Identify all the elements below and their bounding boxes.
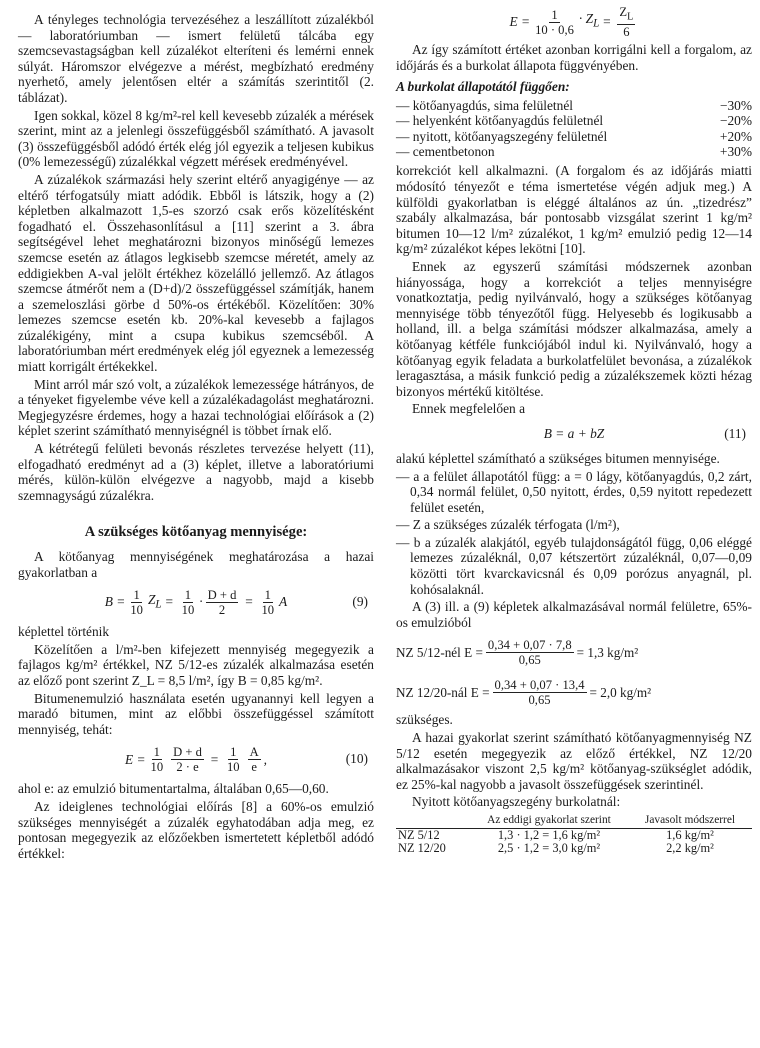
calculation-nz-5-12: NZ 5/12-nél E = $\frac{0,34 + 0,07 \cdot 7,8}{0,65}$ = 1,3 kg/m² [396,637,639,667]
list-item: — cementbetonon +30% [396,144,752,159]
paragraph: Az ideiglenes technológiai előírás [8] a 60%-os emulzió szükséges mennyiségét a zúzalék egyhatodában adja meg, ez pontosan megegyezik az előzőekben ismertetett képletből adódó értékkel: [18,798,374,861]
paragraph: A (3) ill. a (9) képletek alkalmazásával normál felületre, 65%-os emulzióból [396,599,752,630]
paragraph: képlettel történik [18,624,110,640]
equation-11: B = a + bZ (11) [543,425,746,442]
paragraph: Nyitott kötőanyagszegény burkolatnál: [412,794,621,810]
paragraph: Ennek megfelelően a [412,401,526,417]
paragraph: Bitumenemulzió használata esetén ugyanannyi kell legyen a maradó bitumen, mint az előbbi összefüggéssel számított mennyiség, tehát: [18,690,374,737]
list-item: — kötőanyagdús, sima felületnél −30% [396,97,752,113]
list-item: — nyitott, kötőanyagszegény felületnél +20% [396,128,752,144]
paragraph: A zúzalékok származási hely szerint eltérő anyagigénye — az eltérő térfogatsúly miatt adódik. Ebből is látszik, hogy a (2) képletben alkalmazott 1,5-es szorzó csak erős közelítésként fogadható el. Összehasonlításul a [11] szerint a 3. ábra segítségével lehet meghatározni bizonyos minőségű lemezes szemcse esetén az átlagos legkisebb szemcse méretét, amely az eddigiekben A-val jelölt értékhez közelálló jellemző. Az átlagos szemcse átmérőt nem a (D+d)/2 összefüggéssel számítják, hanem a szemeloszlási görbe d 50%-os értékéből. Közelítően: 30% lemezes szemcse esetén kb. 20%-kal kevesebb a fajlagos zúzalékigény, mint a csupa kubikus szemcséből. A laboratóriumban mért eredmények elég jól egyeznek a lemezesség miatt korrigált értékekkel. [18,171,374,375]
equation-9: B = $\frac{1}{10}$ $Z_L$ = $\frac{1}{10}$ · $\frac{D + d}{2}$ = $\frac{1}{10}$ A (9) [104,587,368,617]
equation-number: (10) [345,751,368,767]
paragraph: Közelítően a l/m²-ben kifejezett mennyiség megegyezik a fajlagos kg/m² értékkel, NZ 5/12-es zúzalék alkalmazása esetén az előző pont szerint Z_L = 8,5 l/m², így B = 0,85 kg/m². [18,641,374,688]
equation-number: (11) [724,425,746,441]
list-item: — Z a szükséges zúzalék térfogata (l/m²), [396,517,620,533]
paragraph: A hazai gyakorlat szerint számítható kötőanyagmennyiség NZ 5/12 esetén megegyezik az előző értékkel, NZ 12/20 alkalmazásakor viszont 2,5 kg/m² kötőanyag-szükséglet adódik, ez 25%-kal nagyobb a javasolt összefüggések szerintinél. [396,730,752,792]
paragraph: alakú képlettel számítható a szükséges bitumen mennyisége. [396,450,720,466]
paragraph: A kötőanyag mennyiségének meghatározása a hazai gyakorlatban a [18,549,374,580]
paragraph: Igen sokkal, közel 8 kg/m²-rel kell kevesebb zúzalék a mérések szerint, mint az a jelenlegi összefüggésből számítható. A javasolt (3) összefüggésből adódó érték elég jól egyezik a teljesen kubikus (0% lemezességű) zúzalékkal végzett mérések eredményével. [18,107,374,170]
list-item: — b a zúzalék alakjától, egyéb tulajdonságától függ, 0,06 eléggé lemezes zúzaléknál, 0,07 kétszertört zúzaléknál, 0,07—0,09 közötti tört kvarckavicsnál és 0,09 porózus anyagnál, pl. kohósalaknál. [396,534,752,597]
list-item: — helyenként kötőanyagdús felületnél −20% [396,113,752,129]
paragraph: A kétrétegű felületi bevonás részletes tervezése helyett (11), elfogadható eredményt ad a (3) képlet, illetve a laboratóriumi mérés, külön-külön elvégezve a nagyobb, majd a kisebb szemnagyságú zúzalékra. [18,441,374,503]
table-header-row [396,812,752,829]
paragraph: szükséges. [396,712,453,728]
table-row: NZ 5/12 1,3 · 1,2 = 1,6 kg/m² 1,6 kg/m² [398,828,714,842]
equation-10: E = $\frac{1}{10}$ $\frac{D + d}{2 \cdot e}$ = $\frac{1}{10}$ $\frac{A}{e}$ , (10) [124,744,368,774]
correction-list [396,98,752,160]
left-column [18,12,374,863]
paragraph: A tényleges technológia tervezéséhez a leszállított zúzalékból — laboratóriumban — ismert felületű tálcába egy szemcsevastagságban kell zúzalékot elteríteni és lemérni ennek súlyát. Háromszor elvégezve a mérést, megbízható eredmény nyerhető, amely jelentősen eltér a számítás szerintitől (2. táblázat). [18,12,374,105]
list-item: — a a felület állapotától függ: a = 0 lágy, kötőanyagdús, 0,2 zárt, 0,34 normál felület, 0,50 nyitott, érdes, 0,59 nyitott repedezett felület esetén, [396,468,752,515]
section-heading: A szükséges kötőanyag mennyisége: [84,524,308,541]
paragraph: Az így számított értéket azonban korrigálni kell a forgalom, az időjárás és a burkolat állapota függvényében. [396,42,752,73]
subheading: A burkolat állapotától függően: [396,79,570,95]
column-header: Javasolt módszerrel [628,812,752,829]
table-row: NZ 12/20 2,5 · 1,2 = 3,0 kg/m² 2,2 kg/m² [398,841,714,855]
right-column [396,2,752,855]
paragraph: korrekciót kell alkalmazni. (A forgalom és az időjárás miatti módosító tényezőt e téma ismertetése végén adjuk meg.) A külföldi gyakorlatban is eléggé általános az ún. „tizedrész” szabály alkalmazása, bár pontosabb vizsgálat szerint 1 kg/m² bitumen 10—12 l/m² zúzalékot, 1 kg/m² emulzió pedig 12—14 kg/m² zúzalékot képes lekötni [10]. [396,163,752,257]
column-header: Az eddigi gyakorlat szerint [470,812,628,829]
calculation-nz-12-20: NZ 12/20-nál E = $\frac{0,34 + 0,07 \cdot 13,4}{0,65}$ = 2,0 kg/m² [396,677,652,707]
paragraph: ahol e: az emulzió bitumentartalma, általában 0,65—0,60. [18,781,329,797]
equation-top: E = $\frac{1}{10 \cdot 0,6}$ · $Z_L$ = $\frac{Z_L}{6}$ [509,4,634,40]
paragraph: Mint arról már szó volt, a zúzalékok lemezessége hátrányos, de a tényeket figyelembe véve kell a zúzalékadagolást meghatározni. Megjegyzésre érdemes, hogy a hazai technológiai előírások a (2) képlet szerint számítható mennyiségnél is többet írnak elő. [18,376,374,439]
equation-number: (9) [352,594,368,610]
paragraph: Ennek az egyszerű számítási módszernek azonban hiányossága, hogy a korrekciót a teljes mennyiségre vonatkoztatja, pedig nyilvánvaló, hogy a szükséges kötőanyag mennyisége több tényezőtől függ. Helyesebb és logikusabb a holland, ill. a belga számítási módszer alkalmazása, amely a kötőanyag kétféle funkciójából indul ki. Nyilvánvaló, hogy a kötőanyag egyik feladata a burkolatfelület bevonása, a zúzalékok leragasztása, a másik funkció pedig a zúzalékszemek közti hézag bizonyos mértékű kitöltése. [396,258,752,399]
binder-comparison-table [396,812,752,855]
